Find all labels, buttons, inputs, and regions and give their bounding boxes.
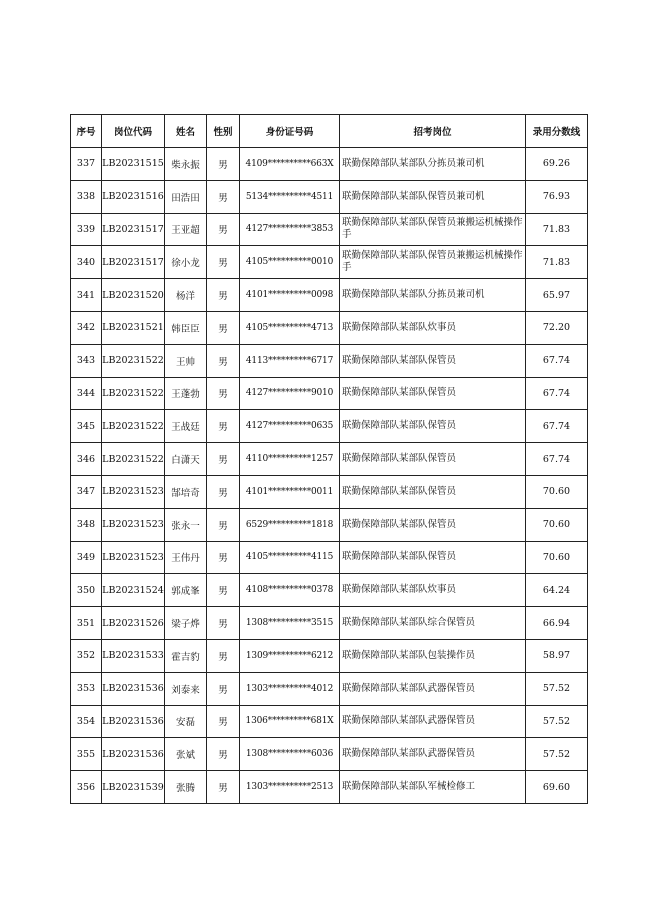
- cell-score: 65.97: [526, 279, 588, 312]
- cell-no: 354: [71, 705, 102, 738]
- cell-code: LB20231522: [102, 344, 165, 377]
- cell-post: 联勤保障部队某部队保管员: [340, 475, 526, 508]
- cell-name: 郜培奇: [165, 475, 207, 508]
- cell-id: 4127**********0635: [240, 410, 340, 443]
- cell-name: 白潇天: [165, 443, 207, 476]
- cell-no: 343: [71, 344, 102, 377]
- cell-code: LB20231523: [102, 508, 165, 541]
- cell-post: 联勤保障部队某部队炊事员: [340, 574, 526, 607]
- cell-code: LB20231522: [102, 377, 165, 410]
- cell-code: LB20231533: [102, 639, 165, 672]
- cell-id: 4108**********0378: [240, 574, 340, 607]
- cell-code: LB20231522: [102, 410, 165, 443]
- cell-gender: 男: [207, 475, 240, 508]
- cell-gender: 男: [207, 574, 240, 607]
- cell-no: 356: [71, 771, 102, 804]
- cell-code: LB20231521: [102, 311, 165, 344]
- cell-gender: 男: [207, 213, 240, 246]
- cell-gender: 男: [207, 311, 240, 344]
- cell-score: 58.97: [526, 639, 588, 672]
- cell-post: 联勤保障部队某部队保管员兼司机: [340, 180, 526, 213]
- cell-gender: 男: [207, 508, 240, 541]
- table-row: [71, 377, 588, 410]
- cell-score: 66.94: [526, 607, 588, 640]
- cell-score: 71.83: [526, 213, 588, 246]
- cell-no: 345: [71, 410, 102, 443]
- cell-post: 联勤保障部队某部队分拣员兼司机: [340, 148, 526, 181]
- cell-id: 4127**********9010: [240, 377, 340, 410]
- cell-code: LB20231524: [102, 574, 165, 607]
- cell-code: LB20231536: [102, 672, 165, 705]
- header-gender: 性别: [207, 115, 240, 148]
- admission-table: [70, 114, 588, 804]
- cell-id: 1308**********6036: [240, 738, 340, 771]
- cell-id: 4101**********0011: [240, 475, 340, 508]
- cell-name: 柴永振: [165, 148, 207, 181]
- cell-id: 4113**********6717: [240, 344, 340, 377]
- cell-gender: 男: [207, 410, 240, 443]
- table-row: [71, 344, 588, 377]
- table-row: [71, 771, 588, 804]
- cell-code: LB20231536: [102, 705, 165, 738]
- cell-id: 4101**********0098: [240, 279, 340, 312]
- cell-no: 349: [71, 541, 102, 574]
- cell-code: LB20231522: [102, 443, 165, 476]
- cell-score: 69.60: [526, 771, 588, 804]
- cell-name: 安磊: [165, 705, 207, 738]
- cell-score: 67.74: [526, 410, 588, 443]
- cell-no: 341: [71, 279, 102, 312]
- cell-id: 4127**********3853: [240, 213, 340, 246]
- table-row: [71, 311, 588, 344]
- header-no: 序号: [71, 115, 102, 148]
- table-row: [71, 639, 588, 672]
- cell-no: 347: [71, 475, 102, 508]
- table-row: [71, 541, 588, 574]
- cell-post: 联勤保障部队某部队包装操作员: [340, 639, 526, 672]
- cell-no: 344: [71, 377, 102, 410]
- cell-id: 1309**********6212: [240, 639, 340, 672]
- cell-post: 联勤保障部队某部队武器保管员: [340, 672, 526, 705]
- cell-gender: 男: [207, 738, 240, 771]
- cell-name: 王帅: [165, 344, 207, 377]
- cell-name: 徐小龙: [165, 246, 207, 279]
- table-row: [71, 213, 588, 246]
- cell-no: 350: [71, 574, 102, 607]
- cell-score: 67.74: [526, 443, 588, 476]
- cell-id: 4105**********4713: [240, 311, 340, 344]
- cell-no: 339: [71, 213, 102, 246]
- cell-no: 352: [71, 639, 102, 672]
- cell-code: LB20231523: [102, 541, 165, 574]
- cell-name: 田浩田: [165, 180, 207, 213]
- cell-gender: 男: [207, 771, 240, 804]
- header-post: 招考岗位: [340, 115, 526, 148]
- cell-code: LB20231523: [102, 475, 165, 508]
- cell-name: 杨洋: [165, 279, 207, 312]
- cell-no: 342: [71, 311, 102, 344]
- cell-name: 张腾: [165, 771, 207, 804]
- cell-post: 联勤保障部队某部队武器保管员: [340, 738, 526, 771]
- cell-score: 67.74: [526, 377, 588, 410]
- cell-post: 联勤保障部队某部队保管员: [340, 541, 526, 574]
- cell-post: 联勤保障部队某部队军械检修工: [340, 771, 526, 804]
- cell-post: 联勤保障部队某部队武器保管员: [340, 705, 526, 738]
- cell-id: 1308**********3515: [240, 607, 340, 640]
- table-row: [71, 246, 588, 279]
- cell-name: 王伟丹: [165, 541, 207, 574]
- cell-gender: 男: [207, 607, 240, 640]
- header-name: 姓名: [165, 115, 207, 148]
- table-row: [71, 738, 588, 771]
- cell-code: LB20231516: [102, 180, 165, 213]
- cell-score: 67.74: [526, 344, 588, 377]
- table-row: [71, 148, 588, 181]
- table-row: [71, 607, 588, 640]
- cell-id: 4109**********663X: [240, 148, 340, 181]
- cell-name: 张斌: [165, 738, 207, 771]
- table-row: [71, 475, 588, 508]
- cell-name: 王亚超: [165, 213, 207, 246]
- cell-score: 71.83: [526, 246, 588, 279]
- table-row: [71, 180, 588, 213]
- cell-post: 联勤保障部队某部队保管员兼搬运机械操作手: [340, 213, 526, 246]
- table-row: [71, 279, 588, 312]
- cell-gender: 男: [207, 443, 240, 476]
- header-id: 身份证号码: [240, 115, 340, 148]
- cell-name: 王蓬勃: [165, 377, 207, 410]
- cell-score: 57.52: [526, 738, 588, 771]
- cell-score: 64.24: [526, 574, 588, 607]
- cell-score: 69.26: [526, 148, 588, 181]
- cell-post: 联勤保障部队某部队炊事员: [340, 311, 526, 344]
- cell-gender: 男: [207, 705, 240, 738]
- cell-gender: 男: [207, 279, 240, 312]
- cell-gender: 男: [207, 180, 240, 213]
- cell-score: 70.60: [526, 475, 588, 508]
- cell-name: 韩臣臣: [165, 311, 207, 344]
- cell-code: LB20231526: [102, 607, 165, 640]
- cell-name: 张永一: [165, 508, 207, 541]
- cell-post: 联勤保障部队某部队保管员: [340, 377, 526, 410]
- table-row: [71, 508, 588, 541]
- cell-id: 4105**********4115: [240, 541, 340, 574]
- cell-post: 联勤保障部队某部队保管员: [340, 443, 526, 476]
- table-row: [71, 705, 588, 738]
- cell-name: 郭成峯: [165, 574, 207, 607]
- cell-id: 5134**********4511: [240, 180, 340, 213]
- cell-score: 57.52: [526, 705, 588, 738]
- cell-gender: 男: [207, 639, 240, 672]
- table-body: [71, 148, 588, 804]
- cell-gender: 男: [207, 246, 240, 279]
- cell-id: 4110**********1257: [240, 443, 340, 476]
- cell-gender: 男: [207, 344, 240, 377]
- cell-id: 1303**********2513: [240, 771, 340, 804]
- cell-score: 72.20: [526, 311, 588, 344]
- cell-score: 57.52: [526, 672, 588, 705]
- cell-no: 353: [71, 672, 102, 705]
- cell-code: LB20231515: [102, 148, 165, 181]
- cell-post: 联勤保障部队某部队保管员兼搬运机械操作手: [340, 246, 526, 279]
- cell-id: 1306**********681X: [240, 705, 340, 738]
- cell-post: 联勤保障部队某部队保管员: [340, 344, 526, 377]
- cell-name: 王战廷: [165, 410, 207, 443]
- cell-no: 338: [71, 180, 102, 213]
- cell-id: 1303**********4012: [240, 672, 340, 705]
- cell-code: LB20231517: [102, 246, 165, 279]
- table-row: [71, 410, 588, 443]
- cell-no: 355: [71, 738, 102, 771]
- cell-gender: 男: [207, 148, 240, 181]
- cell-no: 346: [71, 443, 102, 476]
- cell-name: 刘泰来: [165, 672, 207, 705]
- cell-score: 70.60: [526, 508, 588, 541]
- cell-post: 联勤保障部队某部队保管员: [340, 508, 526, 541]
- table-row: [71, 574, 588, 607]
- cell-score: 70.60: [526, 541, 588, 574]
- cell-name: 霍吉豹: [165, 639, 207, 672]
- cell-code: LB20231536: [102, 738, 165, 771]
- cell-score: 76.93: [526, 180, 588, 213]
- cell-post: 联勤保障部队某部队分拣员兼司机: [340, 279, 526, 312]
- header-code: 岗位代码: [102, 115, 165, 148]
- header-score: 录用分数线: [526, 115, 588, 148]
- cell-gender: 男: [207, 541, 240, 574]
- cell-post: 联勤保障部队某部队保管员: [340, 410, 526, 443]
- cell-post: 联勤保障部队某部队综合保管员: [340, 607, 526, 640]
- cell-id: 4105**********0010: [240, 246, 340, 279]
- table-row: [71, 443, 588, 476]
- cell-code: LB20231517: [102, 213, 165, 246]
- cell-id: 6529**********1818: [240, 508, 340, 541]
- cell-no: 340: [71, 246, 102, 279]
- table-row: [71, 672, 588, 705]
- cell-no: 337: [71, 148, 102, 181]
- cell-code: LB20231520: [102, 279, 165, 312]
- cell-no: 348: [71, 508, 102, 541]
- cell-gender: 男: [207, 377, 240, 410]
- cell-name: 梁子烨: [165, 607, 207, 640]
- header-row: [71, 115, 588, 148]
- cell-no: 351: [71, 607, 102, 640]
- cell-code: LB20231539: [102, 771, 165, 804]
- cell-gender: 男: [207, 672, 240, 705]
